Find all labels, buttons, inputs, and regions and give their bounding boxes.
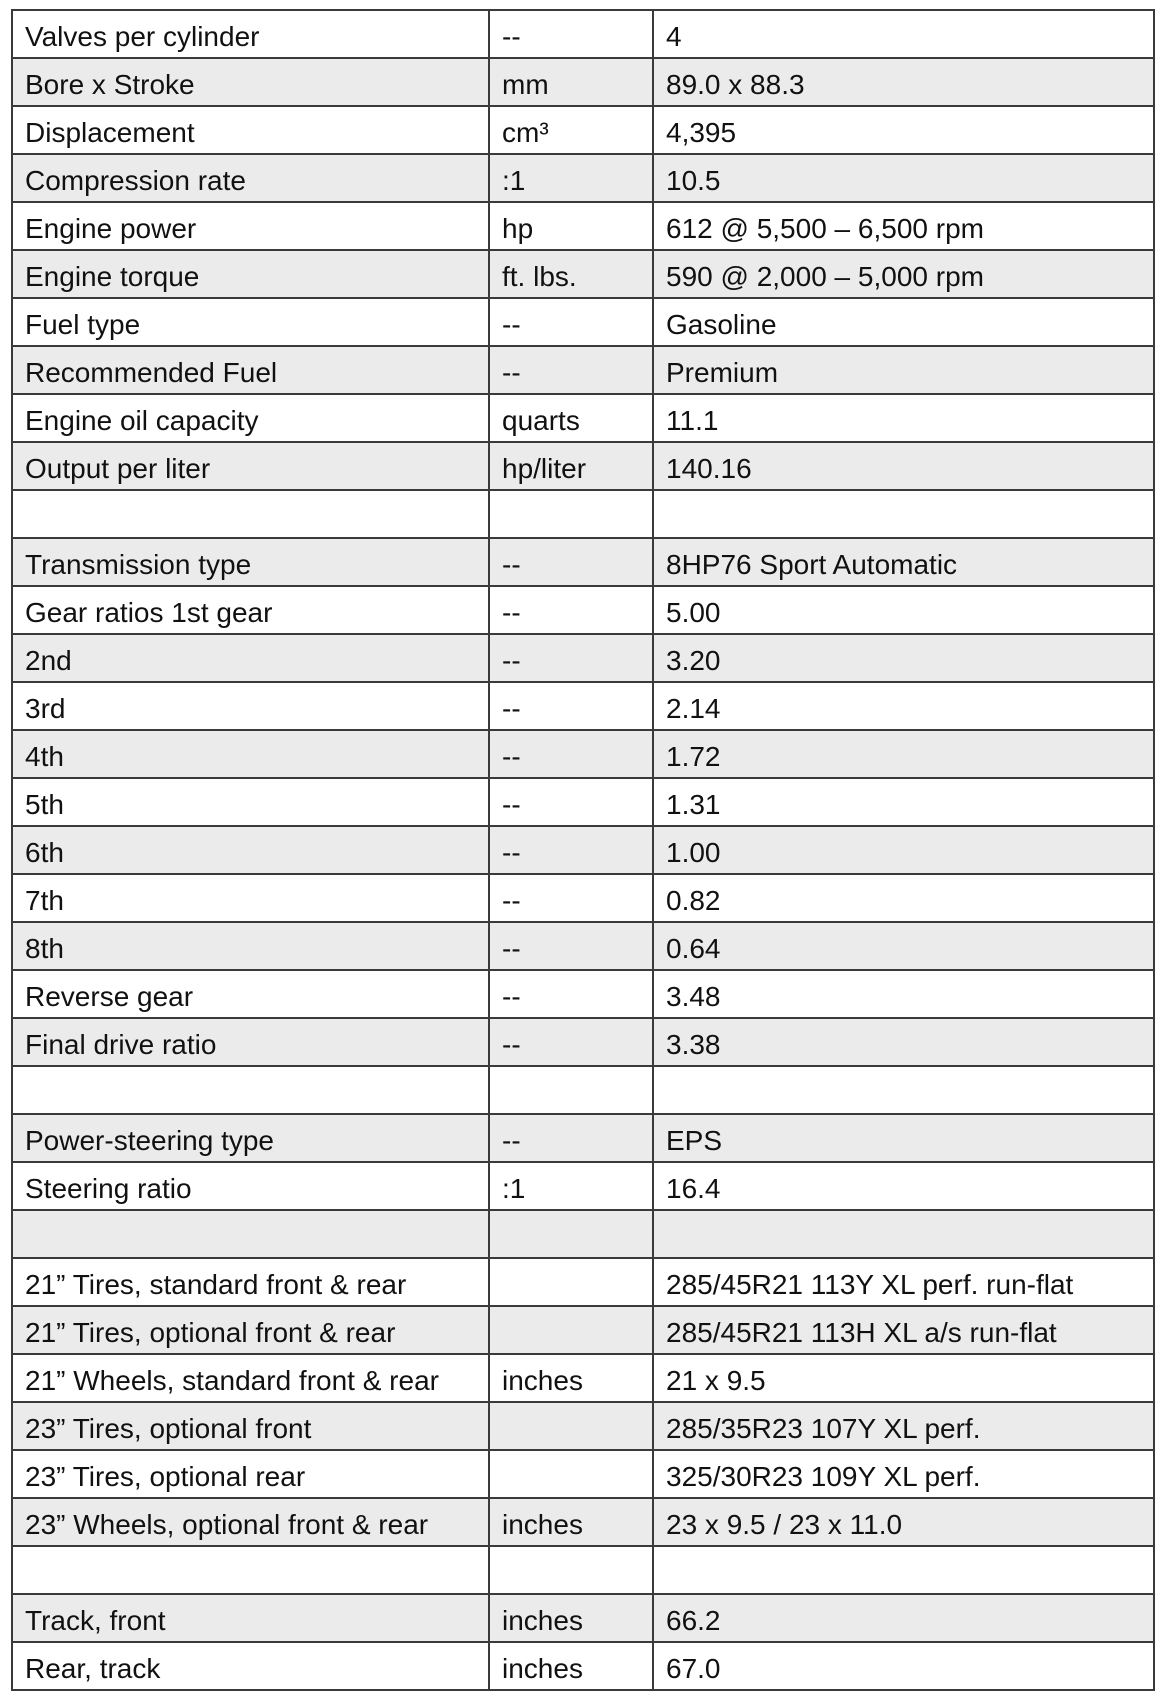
spec-label: 6th <box>12 826 489 874</box>
spec-label: Final drive ratio <box>12 1018 489 1066</box>
table-row <box>12 874 1154 922</box>
spec-unit <box>489 1450 653 1498</box>
table-row <box>12 634 1154 682</box>
table-row <box>12 1018 1154 1066</box>
table-row <box>12 442 1154 490</box>
table-row <box>12 58 1154 106</box>
spec-unit <box>489 1402 653 1450</box>
spec-unit: -- <box>489 538 653 586</box>
spacer-row <box>12 1546 1154 1594</box>
table-row <box>12 1306 1154 1354</box>
spec-label: Rear, track <box>12 1642 489 1690</box>
spec-value: 10.5 <box>653 154 1154 202</box>
spec-value: 0.82 <box>653 874 1154 922</box>
spec-label: Transmission type <box>12 538 489 586</box>
spec-label: 21” Tires, optional front & rear <box>12 1306 489 1354</box>
spec-value: 1.31 <box>653 778 1154 826</box>
spec-value: 23 x 9.5 / 23 x 11.0 <box>653 1498 1154 1546</box>
spec-value <box>653 1210 1154 1258</box>
spec-unit: inches <box>489 1354 653 1402</box>
spec-value: 3.48 <box>653 970 1154 1018</box>
table-row <box>12 778 1154 826</box>
spec-value: 5.00 <box>653 586 1154 634</box>
spec-value: 4 <box>653 10 1154 58</box>
table-row <box>12 1402 1154 1450</box>
table-row <box>12 1450 1154 1498</box>
spec-label: Engine power <box>12 202 489 250</box>
spec-unit: -- <box>489 826 653 874</box>
table-row <box>12 1162 1154 1210</box>
spec-unit <box>489 1066 653 1114</box>
table-row <box>12 1114 1154 1162</box>
spec-value: Gasoline <box>653 298 1154 346</box>
spec-label: 21” Wheels, standard front & rear <box>12 1354 489 1402</box>
spec-unit: -- <box>489 346 653 394</box>
spec-label: Compression rate <box>12 154 489 202</box>
spec-value: 2.14 <box>653 682 1154 730</box>
spec-value: 3.20 <box>653 634 1154 682</box>
spec-label: 8th <box>12 922 489 970</box>
spec-unit: quarts <box>489 394 653 442</box>
table-row <box>12 970 1154 1018</box>
spec-value: 285/45R21 113H XL a/s run-flat <box>653 1306 1154 1354</box>
spec-unit: -- <box>489 778 653 826</box>
spec-unit: -- <box>489 10 653 58</box>
spec-value: 590 @ 2,000 – 5,000 rpm <box>653 250 1154 298</box>
table-row <box>12 154 1154 202</box>
spec-label: 23” Tires, optional rear <box>12 1450 489 1498</box>
table-row <box>12 106 1154 154</box>
spec-unit <box>489 1546 653 1594</box>
spec-value: 1.72 <box>653 730 1154 778</box>
spec-unit: cm³ <box>489 106 653 154</box>
spec-label: 5th <box>12 778 489 826</box>
spec-label: Output per liter <box>12 442 489 490</box>
spec-label: Recommended Fuel <box>12 346 489 394</box>
spec-unit <box>489 1210 653 1258</box>
spec-value: 285/45R21 113Y XL perf. run-flat <box>653 1258 1154 1306</box>
table-row <box>12 394 1154 442</box>
table-row <box>12 1498 1154 1546</box>
spec-label: 3rd <box>12 682 489 730</box>
table-row <box>12 202 1154 250</box>
spec-label <box>12 490 489 538</box>
spec-value: EPS <box>653 1114 1154 1162</box>
spec-unit: -- <box>489 1114 653 1162</box>
spec-unit: -- <box>489 682 653 730</box>
spec-unit: inches <box>489 1642 653 1690</box>
spec-unit: -- <box>489 1018 653 1066</box>
spec-unit: -- <box>489 874 653 922</box>
spec-label <box>12 1066 489 1114</box>
spec-unit: -- <box>489 970 653 1018</box>
spec-value: 0.64 <box>653 922 1154 970</box>
table-row <box>12 1642 1154 1690</box>
table-row <box>12 730 1154 778</box>
spec-label: Reverse gear <box>12 970 489 1018</box>
spec-value: 285/35R23 107Y XL perf. <box>653 1402 1154 1450</box>
spacer-row <box>12 1210 1154 1258</box>
spec-value: 16.4 <box>653 1162 1154 1210</box>
spec-label: 23” Tires, optional front <box>12 1402 489 1450</box>
spec-unit: -- <box>489 586 653 634</box>
table-row <box>12 1354 1154 1402</box>
spec-label: Valves per cylinder <box>12 10 489 58</box>
table-row <box>12 586 1154 634</box>
table-row <box>12 298 1154 346</box>
spec-label: 7th <box>12 874 489 922</box>
spec-value: 1.00 <box>653 826 1154 874</box>
table-row <box>12 10 1154 58</box>
spec-unit: mm <box>489 58 653 106</box>
spec-value: 140.16 <box>653 442 1154 490</box>
spec-unit: -- <box>489 298 653 346</box>
spec-unit: -- <box>489 922 653 970</box>
spec-unit: ft. lbs. <box>489 250 653 298</box>
specifications-body <box>12 10 1154 1690</box>
spec-unit <box>489 1258 653 1306</box>
table-row <box>12 538 1154 586</box>
spec-label: Engine torque <box>12 250 489 298</box>
spec-label: Displacement <box>12 106 489 154</box>
spec-value: 11.1 <box>653 394 1154 442</box>
spec-label: Gear ratios 1st gear <box>12 586 489 634</box>
spec-label: 21” Tires, standard front & rear <box>12 1258 489 1306</box>
spec-value <box>653 490 1154 538</box>
spec-label: 4th <box>12 730 489 778</box>
spec-label: Power-steering type <box>12 1114 489 1162</box>
table-row <box>12 922 1154 970</box>
spec-value: 89.0 x 88.3 <box>653 58 1154 106</box>
spec-label: Bore x Stroke <box>12 58 489 106</box>
spec-label: Steering ratio <box>12 1162 489 1210</box>
spec-unit: hp/liter <box>489 442 653 490</box>
spec-value: Premium <box>653 346 1154 394</box>
table-row <box>12 682 1154 730</box>
spacer-row <box>12 1066 1154 1114</box>
spec-label: Track, front <box>12 1594 489 1642</box>
spacer-row <box>12 490 1154 538</box>
spec-unit: hp <box>489 202 653 250</box>
table-row <box>12 1258 1154 1306</box>
spec-value: 325/30R23 109Y XL perf. <box>653 1450 1154 1498</box>
table-row <box>12 250 1154 298</box>
spec-label: 2nd <box>12 634 489 682</box>
table-row <box>12 346 1154 394</box>
spec-value <box>653 1546 1154 1594</box>
spec-value: 66.2 <box>653 1594 1154 1642</box>
spec-unit <box>489 490 653 538</box>
spec-value: 67.0 <box>653 1642 1154 1690</box>
spec-label <box>12 1210 489 1258</box>
spec-unit: :1 <box>489 1162 653 1210</box>
spec-label: 23” Wheels, optional front & rear <box>12 1498 489 1546</box>
spec-unit: inches <box>489 1498 653 1546</box>
table-row <box>12 1594 1154 1642</box>
spec-value: 21 x 9.5 <box>653 1354 1154 1402</box>
specifications-table <box>11 9 1155 1691</box>
spec-unit: inches <box>489 1594 653 1642</box>
spec-value: 612 @ 5,500 – 6,500 rpm <box>653 202 1154 250</box>
spec-unit: :1 <box>489 154 653 202</box>
spec-unit <box>489 1306 653 1354</box>
spec-unit: -- <box>489 730 653 778</box>
spec-label <box>12 1546 489 1594</box>
table-row <box>12 826 1154 874</box>
spec-value <box>653 1066 1154 1114</box>
spec-value: 3.38 <box>653 1018 1154 1066</box>
spec-value: 8HP76 Sport Automatic <box>653 538 1154 586</box>
spec-label: Engine oil capacity <box>12 394 489 442</box>
spec-unit: -- <box>489 634 653 682</box>
spec-label: Fuel type <box>12 298 489 346</box>
spec-value: 4,395 <box>653 106 1154 154</box>
